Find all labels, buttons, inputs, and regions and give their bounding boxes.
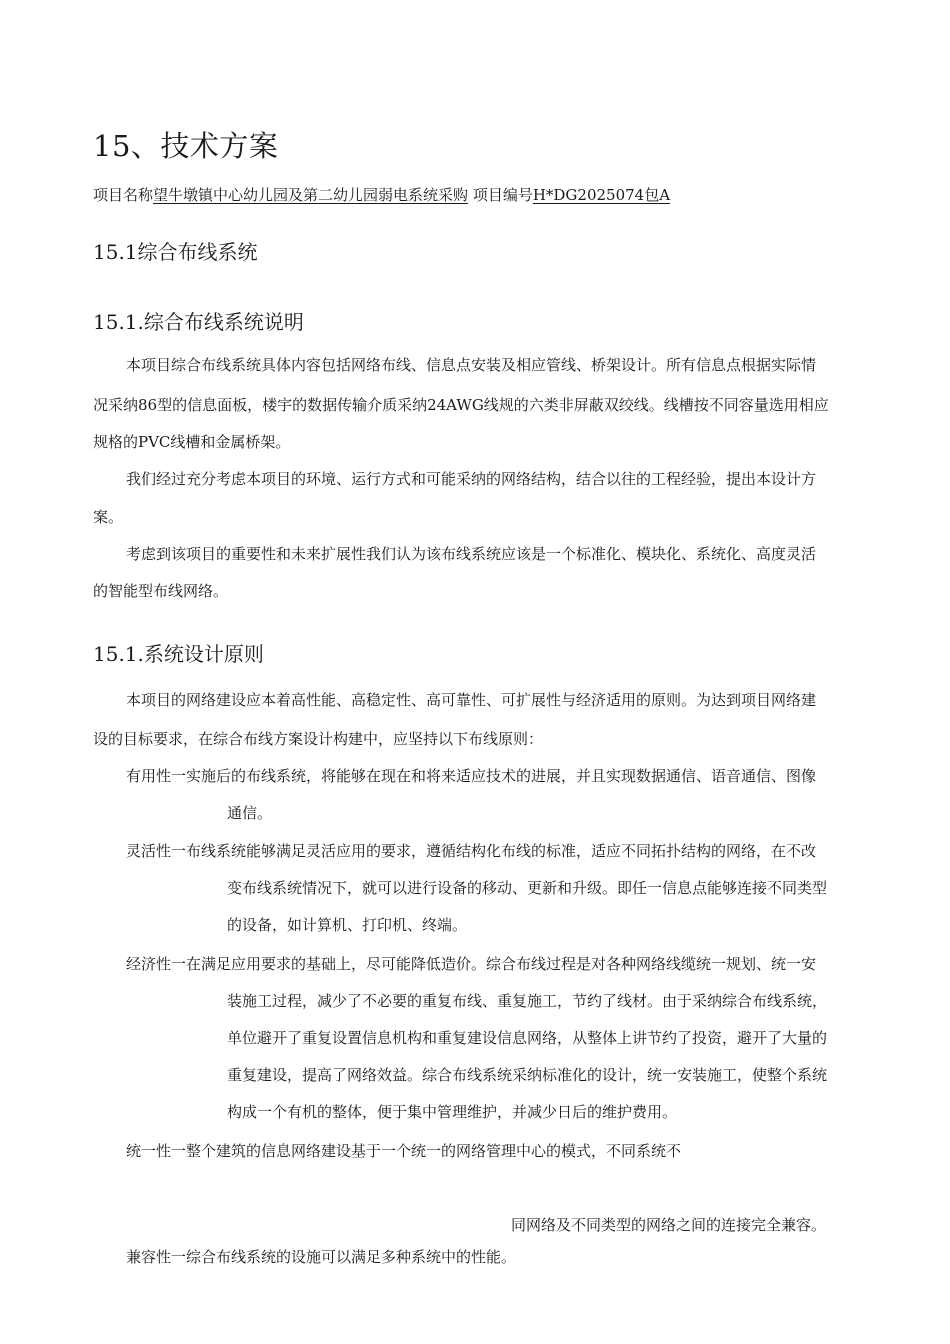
principle-line: 重复建设，提高了网络效益。综合布线系统采纳标准化的设计，统一安装施工，使整个系统 bbox=[227, 1066, 828, 1084]
principle-line: 同网络及不同类型的网络之间的连接完全兼容。 bbox=[511, 1216, 827, 1234]
project-name-label: 项目名称 bbox=[93, 186, 154, 204]
project-info-line bbox=[93, 184, 670, 205]
principle-line: 通信。 bbox=[227, 804, 273, 822]
principle-line: 统一性一整个建筑的信息网络建设基于一个统一的网络管理中心的模式，不同系统不 bbox=[126, 1142, 682, 1160]
principle-line: 构成一个有机的整体，便于集中管理维护，并减少日后的维护费用。 bbox=[227, 1103, 678, 1121]
paragraph-line: 规格的PVC线槽和金属桥架。 bbox=[93, 433, 291, 451]
paragraph-line: 本项目的网络建设应本着高性能、高稳定性、高可靠性、可扩展性与经济适用的原则。为达到项目网络建 bbox=[126, 691, 817, 709]
project-number-label: 项目编号 bbox=[472, 186, 533, 204]
paragraph-line: 考虑到该项目的重要性和未来扩展性我们认为该布线系统应该是一个标准化、模块化、系统化、高度灵活 bbox=[126, 545, 817, 563]
paragraph-line: 案。 bbox=[93, 508, 124, 526]
section-heading-cabling-system: 15.1综合布线系统 bbox=[93, 240, 258, 264]
paragraph-line: 我们经过充分考虑本项目的环境、运行方式和可能采纳的网络结构，结合以往的工程经验，提出本设计方 bbox=[126, 470, 817, 488]
paragraph-line: 本项目综合布线系统具体内容包括网络布线、信息点安装及相应管线、桥架设计。所有信息点根据实际情 bbox=[126, 356, 817, 374]
section-heading-cabling-description: 15.1.综合布线系统说明 bbox=[93, 310, 304, 334]
paragraph-line: 况采纳86型的信息面板，楼宇的数据传输介质采纳24AWG线规的六类非屏蔽双绞线。线槽按不同容量选用相应 bbox=[93, 396, 829, 414]
principle-line: 装施工过程，减少了不必要的重复布线、重复施工，节约了线材。由于采纳综合布线系统， bbox=[227, 992, 828, 1010]
principle-line: 经济性一在满足应用要求的基础上，尽可能降低造价。综合布线过程是对各种网络线缆统一规划、统一安 bbox=[126, 955, 817, 973]
page-title: 15、技术方案 bbox=[93, 129, 279, 163]
principle-line: 变布线系统情况下，就可以进行设备的移动、更新和升级。即任一信息点能够连接不同类型 bbox=[227, 879, 828, 897]
principle-line: 兼容性一综合布线系统的设施可以满足多种系统中的性能。 bbox=[126, 1248, 517, 1266]
principle-line: 灵活性一布线系统能够满足灵活应用的要求，遵循结构化布线的标准，适应不同拓扑结构的网络，在不改 bbox=[126, 842, 817, 860]
section-heading-design-principles: 15.1.系统设计原则 bbox=[93, 642, 264, 666]
project-name-value: 望牛墩镇中心幼儿园及第二幼儿园弱电系统采购 bbox=[153, 186, 469, 204]
principle-line: 单位避开了重复设置信息机构和重复建设信息网络，从整体上讲节约了投资，避开了大量的 bbox=[227, 1029, 828, 1047]
paragraph-line: 的智能型布线网络。 bbox=[93, 582, 229, 600]
project-number-value: H*DG2025074包A bbox=[532, 186, 671, 204]
principle-line: 的设备，如计算机、打印机、终端。 bbox=[227, 916, 468, 934]
principle-line: 有用性一实施后的布线系统，将能够在现在和将来适应技术的进展，并且实现数据通信、语音通信、图像 bbox=[126, 767, 817, 785]
paragraph-line: 设的目标要求，在综合布线方案设计构建中，应坚持以下布线原则： bbox=[93, 730, 544, 748]
